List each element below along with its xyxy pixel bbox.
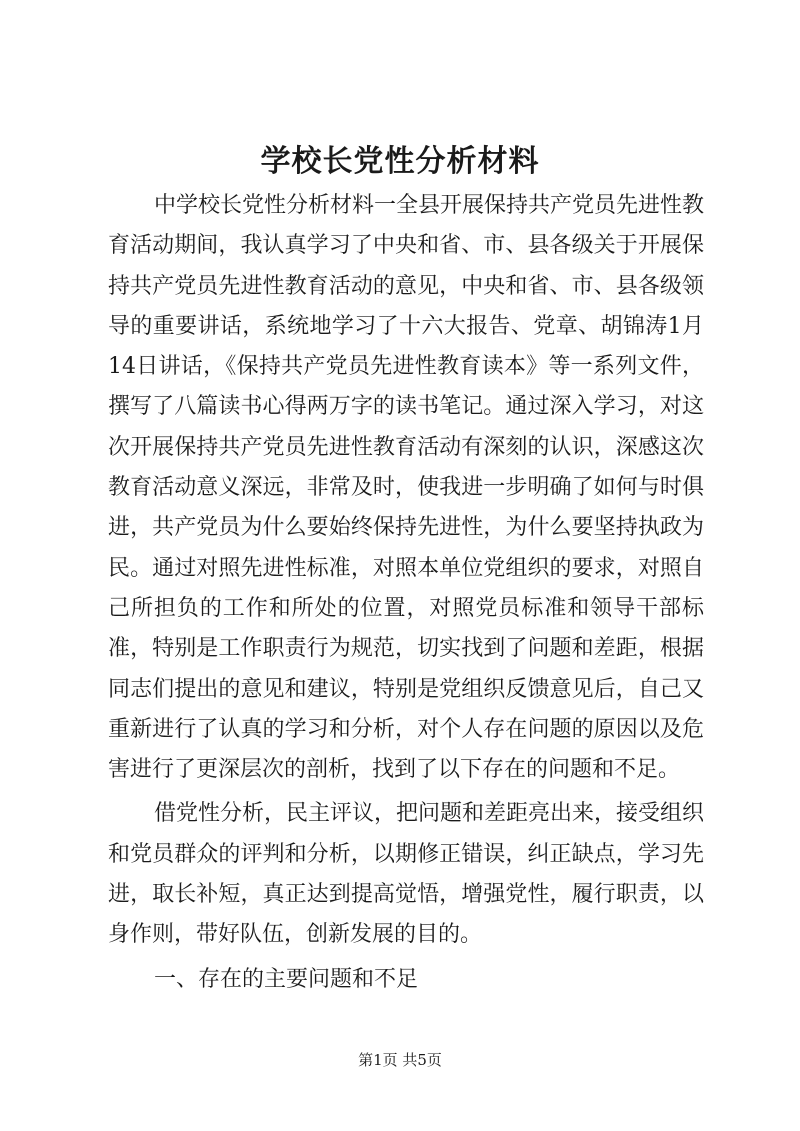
paragraph-purpose: 借党性分析，民主评议，把问题和差距亮出来，接受组织和党员群众的评判和分析，以期修正错误，纠正缺点，学习先进，取长补短，真正达到提高觉悟，增强党性，履行职责，以身作则，带好队伍，创新发展的目的。 xyxy=(108,801,705,948)
document-title: 学校长党性分析材料 xyxy=(260,144,540,179)
paragraph-intro: 中学校长党性分析材料一全县开展保持共产党员先进性教育活动期间，我认真学习了中央和省、市、县各级关于开展保持共产党员先进性教育活动的意见，中央和省、市、县各级领导的重要讲话，系统地学习了十六大报告、党章、胡锦涛1月14日讲话，《保持共产党员先进性教育读本》等一系列文件，撰写了八篇读书心得两万字的读书笔记。通过深入学习，对这次开展保持共产党员先进性教育活动有深刻的认识，深感这次教育活动意义深远，非常及时，使我进一步明确了如何与时俱进，共产党员为什么要始终保持先进性，为什么要坚持执政为民。通过对照先进性标准，对照本单位党组织的要求，对照自己所担负的工作和所处的位置，对照党员标准和领导干部标准，特别是工作职责行为规范，切实找到了问题和差距，根据同志们提出的意见和建议，特别是党组织反馈意见后，自己又重新进行了认真的学习和分析，对个人存在问题的原因以及危害进行了更深层次的剖析，找到了以下存在的问题和不足。 xyxy=(108,193,705,783)
section-heading-problems: 一、存在的主要问题和不足 xyxy=(154,966,419,992)
page-number-footer: 第1页 共5页 xyxy=(358,1051,442,1069)
document-body xyxy=(108,186,704,1004)
